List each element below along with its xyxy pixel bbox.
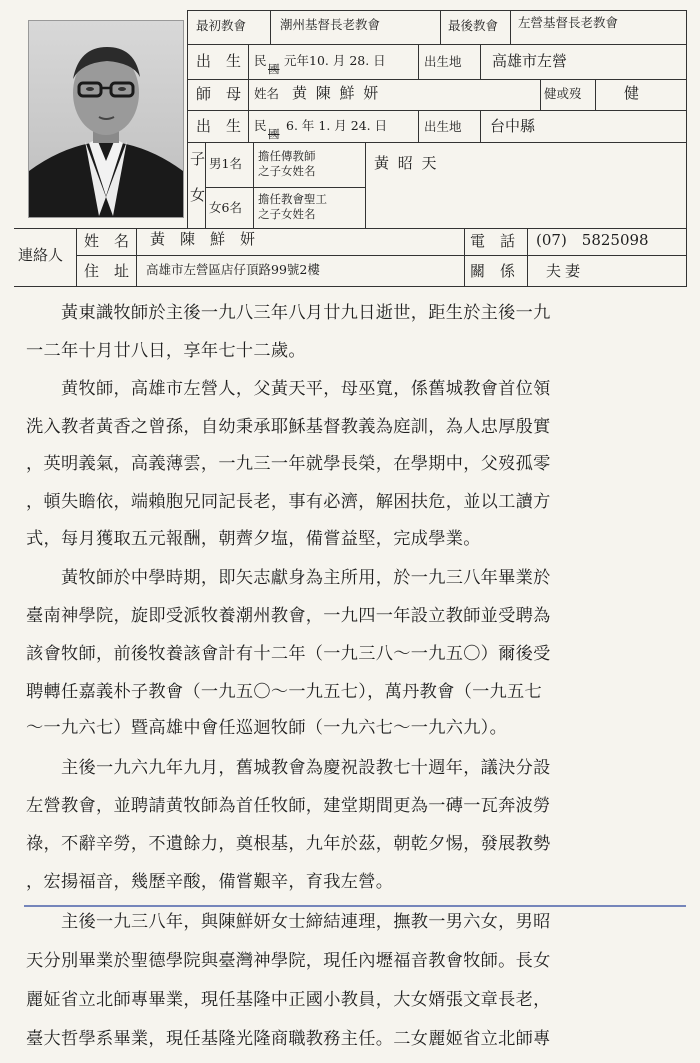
- contact-name-label: 姓 名: [84, 232, 130, 250]
- wife-birth-date: 6. 年 1. 月 24. 日: [286, 118, 388, 133]
- body-line: 黃東識牧師於主後一九八三年八月廿九日逝世，距生於主後一九: [26, 303, 551, 323]
- body-line: 式，每月獲取五元報酬，朝薺夕塩，備嘗益堅，完成學業。: [26, 529, 481, 549]
- contact-label: 連絡人: [18, 246, 64, 264]
- contact-relation-label: 關 係: [470, 262, 516, 280]
- wife-birth-label: 出 生: [196, 117, 242, 135]
- pastor-portrait-photo: [28, 20, 184, 218]
- daughters-count: 女6名: [209, 200, 242, 215]
- sons-names: 黃 昭 天: [374, 154, 439, 172]
- body-line: ，英明義氣，高義薄雲，一九三一年就學長榮，在學期中，父歿孤零: [26, 454, 551, 474]
- contact-address-label: 住 址: [84, 262, 130, 280]
- wife-label: 師 母: [196, 85, 242, 103]
- birth-label: 出 生: [196, 52, 242, 70]
- body-line: 黃牧師於中學時期，即矢志獻身為主所用，於一九三八年畢業於: [26, 568, 551, 588]
- birth-date: 元年10. 月 28. 日: [284, 53, 386, 68]
- body-line: 天分別畢業於聖德學院與臺灣神學院，現任內壢福音教會牧師。長女: [26, 951, 551, 971]
- birth-era: 民: [254, 53, 267, 68]
- body-line: 左營教會，並聘請黄牧師為首任牧師，建堂期間更為一磚一瓦奔波勞: [26, 796, 551, 816]
- wife-birth-place-value: 台中縣: [490, 117, 536, 135]
- children-label-top: 子: [190, 150, 206, 168]
- birth-place-label: 出生地: [424, 54, 462, 69]
- last-church-value: 左營基督長老教會: [518, 15, 619, 30]
- body-line: 麗姃省立北師專畢業，現任基隆中正國小教員，大女婿張文章長老，: [26, 990, 551, 1010]
- contact-relation-value: 夫妻: [546, 262, 585, 280]
- body-line: 主後一九六九年九月，舊城教會為慶祝設教七十週年，議決分設: [26, 758, 551, 778]
- body-line: ，宏揚福音，幾歷辛酸，備嘗艱辛，育我左營。: [26, 872, 394, 892]
- body-line: 主後一九三八年，與陳鮮妍女士締結連理，撫教一男六女，男昭: [26, 912, 551, 932]
- wife-status-label: 健或歿: [544, 86, 582, 101]
- body-line: 祿，不辭辛勞，不遺餘力，奠根基，九年於茲，朝乾夕惕，發展教勢: [26, 834, 551, 854]
- portrait-drawing: [29, 21, 183, 217]
- wife-birth-era-struck: 國: [268, 127, 280, 141]
- body-line: ～一九六七）暨高雄中會任巡迴牧師（一九六七～一九六九）。: [26, 718, 508, 738]
- body-line: 黄牧師，高雄市左營人，父黃天平，母巫寬，係舊城教會首位領: [26, 379, 551, 399]
- sons-desc-2: 之子女姓名: [258, 164, 316, 178]
- contact-name-value: 黃 陳 鮮 妍: [150, 230, 256, 248]
- first-church-label: 最初教會: [196, 18, 247, 33]
- daughters-desc-1: 擔任教會聖工: [258, 192, 327, 206]
- body-line: 臺大哲學系畢業，現任基隆光隆商職教務主任。二女麗姬省立北師專: [26, 1029, 551, 1049]
- body-line: 該會牧師，前後牧養該會計有十二年（一九三八～一九五〇）爾後受: [26, 644, 551, 664]
- sons-count: 男1名: [209, 156, 242, 171]
- blue-pen-rule: [24, 905, 686, 907]
- body-line: 洗入教者黃香之曾孫，自幼秉承耶穌基督教義為庭訓，為人忠厚殷實: [26, 417, 551, 437]
- body-line: 一二年十月廿八日，享年七十二歲。: [26, 341, 306, 361]
- birth-place-value: 高雄市左營: [492, 52, 568, 70]
- wife-birth-place-label: 出生地: [424, 119, 462, 134]
- wife-name-label: 姓名: [254, 86, 280, 101]
- body-line: ，頓失瞻依，端賴胞兄同記長老，事有必濟，解困扶危，並以工讀方: [26, 492, 551, 512]
- children-label-bottom: 女: [190, 186, 206, 204]
- sons-desc-1: 擔任傳教師: [258, 149, 316, 163]
- last-church-label: 最後教會: [448, 18, 499, 33]
- daughters-desc-2: 之子女姓名: [258, 207, 316, 221]
- wife-name-value: 黄 陳 鮮 妍: [292, 84, 381, 102]
- body-line: 臺南神學院，旋即受派牧養潮州教會，一九四一年設立教師並受聘為: [26, 606, 551, 626]
- contact-address-value: 高雄市左營區店仔頂路99號2樓: [146, 262, 320, 277]
- contact-phone-value: (07) 5825098: [536, 231, 649, 249]
- contact-phone-label: 電 話: [470, 232, 516, 250]
- birth-era-struck: 國: [268, 62, 280, 76]
- body-line: 聘轉任嘉義朴子教會（一九五〇～一九五七），萬丹教會（一九五七: [26, 682, 543, 702]
- wife-status-value: 健: [624, 84, 640, 102]
- first-church-value: 潮州基督長老教會: [280, 17, 381, 32]
- wife-birth-era: 民: [254, 118, 267, 133]
